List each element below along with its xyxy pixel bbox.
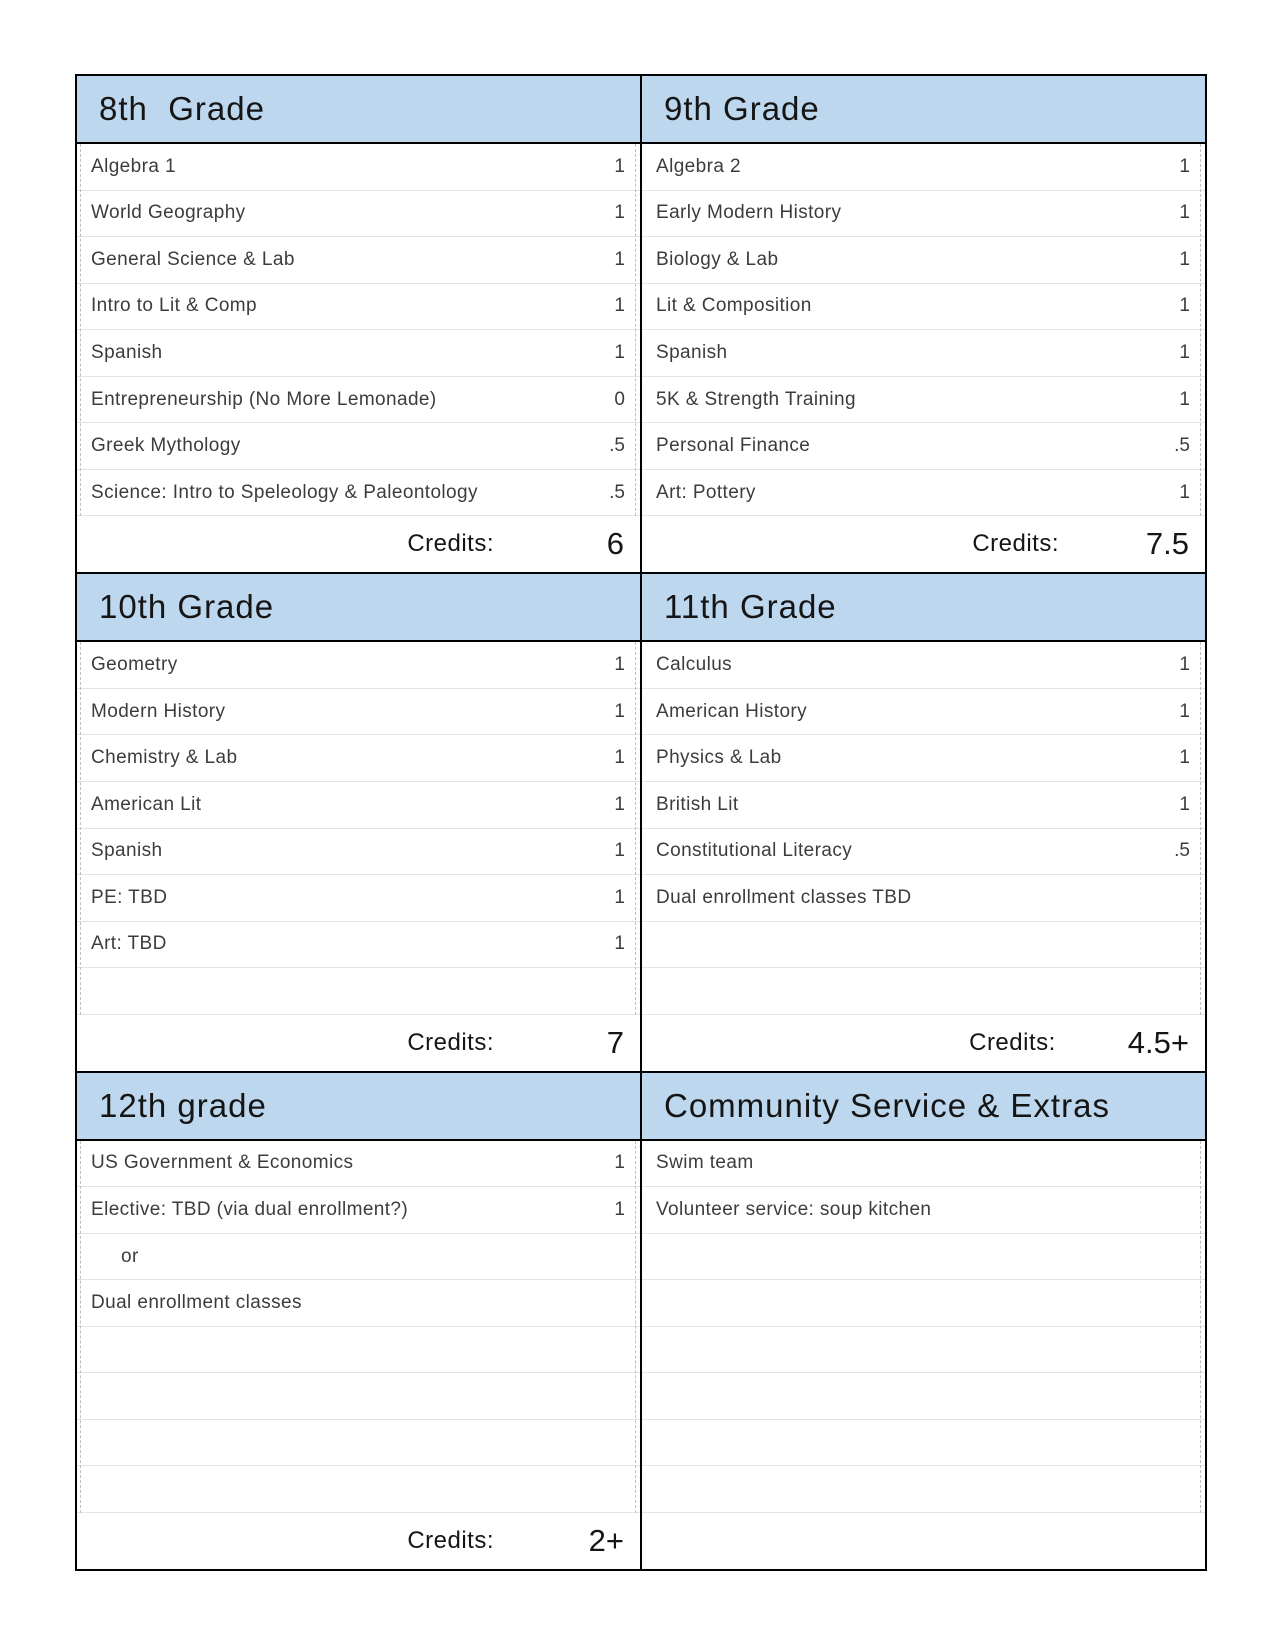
table-row <box>77 689 640 736</box>
table-row <box>77 1327 640 1374</box>
table-community-service <box>642 1073 1205 1569</box>
grade-9-title: 9th Grade <box>664 90 820 127</box>
credit-cell: 1 <box>614 248 625 270</box>
community-service-title: Community Service & Extras <box>664 1086 1110 1124</box>
credit-cell: 1 <box>1179 481 1190 503</box>
table-row <box>642 423 1205 470</box>
credits-label: Credits: <box>972 530 1059 558</box>
table-row <box>642 470 1205 517</box>
table-row <box>642 1234 1205 1281</box>
table-row <box>642 191 1205 238</box>
grade-8-header <box>77 76 640 144</box>
course-cell: Entrepreneurship (No More Lemonade) <box>91 388 437 410</box>
table-row <box>77 1234 640 1281</box>
credit-cell: 0 <box>614 388 625 410</box>
course-cell: Chemistry & Lab <box>91 747 238 769</box>
table-row <box>77 1187 640 1234</box>
grade-11-header <box>642 574 1205 642</box>
credit-cell: 1 <box>1179 202 1190 224</box>
course-cell: Early Modern History <box>656 202 842 224</box>
grade-9-rows <box>642 144 1205 516</box>
course-cell: Lit & Composition <box>656 295 812 317</box>
course-cell: Biology & Lab <box>656 248 779 270</box>
grade-11-rows <box>642 642 1205 1014</box>
course-cell: Personal Finance <box>656 435 811 457</box>
community-service-footer-row <box>642 1513 1205 1569</box>
table-row <box>77 284 640 331</box>
table-row <box>642 968 1205 1015</box>
credit-cell: .5 <box>1174 435 1190 457</box>
grade-8-credits-row <box>77 516 640 572</box>
grade-10-credits-row <box>77 1015 640 1071</box>
course-cell: Greek Mythology <box>91 435 241 457</box>
table-row <box>77 1373 640 1420</box>
credit-cell: .5 <box>609 481 625 503</box>
credits-label: Credits: <box>969 1028 1056 1056</box>
table-row <box>77 1420 640 1467</box>
credit-cell: 1 <box>614 202 625 224</box>
credit-cell: 1 <box>614 700 625 722</box>
credit-cell: 1 <box>1179 654 1190 676</box>
course-cell: Modern History <box>91 700 226 722</box>
table-row <box>642 1420 1205 1467</box>
table-row <box>642 642 1205 689</box>
course-cell: Algebra 2 <box>656 155 741 177</box>
credits-total: 2+ <box>588 1523 624 1558</box>
table-grade-11 <box>642 574 1205 1070</box>
credit-cell: .5 <box>1174 840 1190 862</box>
community-service-rows <box>642 1141 1205 1513</box>
course-cell: Geometry <box>91 654 178 676</box>
table-row <box>77 237 640 284</box>
table-row <box>77 191 640 238</box>
credit-cell: 1 <box>1179 295 1190 317</box>
course-cell: American History <box>656 700 808 722</box>
credits-total: 6 <box>606 526 624 562</box>
grade-10-title: 10th Grade <box>99 588 275 626</box>
credit-cell: 1 <box>614 793 625 815</box>
course-cell: Intro to Lit & Comp <box>91 295 258 317</box>
table-row <box>77 377 640 424</box>
grade-11-title: 11th Grade <box>664 588 837 626</box>
course-cell: World Geography <box>91 202 246 224</box>
table-row <box>77 642 640 689</box>
table-row <box>642 1327 1205 1374</box>
grade-12-rows <box>77 1141 640 1513</box>
course-cell: 5K & Strength Training <box>656 388 856 410</box>
community-service-header <box>642 1073 1205 1141</box>
course-cell: Elective: TBD (via dual enrollment?) <box>91 1198 409 1220</box>
table-row <box>642 330 1205 377</box>
course-cell: US Government & Economics <box>91 1152 354 1174</box>
credit-cell: 1 <box>614 933 625 955</box>
table-row <box>77 470 640 517</box>
credit-cell: 1 <box>614 1152 625 1174</box>
table-row <box>642 829 1205 876</box>
credit-cell: 1 <box>614 295 625 317</box>
table-row <box>77 1466 640 1513</box>
grade-11-credits-row <box>642 1015 1205 1071</box>
credit-cell: 1 <box>1179 155 1190 177</box>
grade-10-header <box>77 574 640 642</box>
credit-cell: 1 <box>614 1198 625 1220</box>
table-row <box>642 735 1205 782</box>
credit-cell: 1 <box>614 840 625 862</box>
grade-9-header <box>642 76 1205 144</box>
table-row <box>642 284 1205 331</box>
grade-9-credits-row <box>642 516 1205 572</box>
course-cell: Swim team <box>656 1152 754 1174</box>
table-row <box>642 922 1205 969</box>
table-row <box>642 144 1205 191</box>
table-row <box>642 875 1205 922</box>
grade-12-credits-row <box>77 1513 640 1569</box>
course-cell: General Science & Lab <box>91 248 295 270</box>
credit-cell: 1 <box>1179 747 1190 769</box>
course-cell: Dual enrollment classes TBD <box>656 886 912 908</box>
course-cell: Art: Pottery <box>656 481 756 503</box>
grade-10-rows <box>77 642 640 1014</box>
table-grade-8 <box>77 76 640 572</box>
course-cell: American Lit <box>91 793 202 815</box>
course-cell: Dual enrollment classes <box>91 1292 302 1314</box>
grade-8-rows <box>77 144 640 516</box>
credits-label: Credits: <box>407 1527 494 1554</box>
credit-cell: 1 <box>614 155 625 177</box>
course-cell: Spanish <box>91 840 163 862</box>
table-row <box>642 377 1205 424</box>
table-row <box>642 1373 1205 1420</box>
credit-cell: 1 <box>614 747 625 769</box>
credits-total: 4.5+ <box>1127 1024 1189 1060</box>
table-row <box>642 1280 1205 1327</box>
grade-12-header <box>77 1073 640 1141</box>
table-row <box>77 1141 640 1188</box>
course-cell: Science: Intro to Speleology & Paleontology <box>91 481 478 503</box>
table-row <box>77 922 640 969</box>
course-cell: Physics & Lab <box>656 747 782 769</box>
table-grade-12 <box>77 1073 640 1569</box>
table-row <box>77 829 640 876</box>
table-row <box>77 968 640 1015</box>
course-cell: Spanish <box>91 341 163 363</box>
credits-label: Credits: <box>407 1028 494 1056</box>
credit-cell: .5 <box>609 435 625 457</box>
course-cell: PE: TBD <box>91 886 168 908</box>
course-cell: Algebra 1 <box>91 155 176 177</box>
table-row <box>77 1280 640 1327</box>
credit-cell: 1 <box>1179 388 1190 410</box>
credit-cell: 1 <box>1179 248 1190 270</box>
credit-cell: 1 <box>614 654 625 676</box>
credit-cell: 1 <box>614 341 625 363</box>
credit-cell: 1 <box>1179 341 1190 363</box>
credits-total: 7.5 <box>1145 526 1189 562</box>
table-row <box>642 689 1205 736</box>
table-row <box>77 330 640 377</box>
course-cell: Spanish <box>656 341 728 363</box>
course-cell: Volunteer service: soup kitchen <box>656 1198 932 1220</box>
course-cell: Art: TBD <box>91 933 167 955</box>
table-row <box>642 782 1205 829</box>
credits-total: 7 <box>606 1024 624 1060</box>
table-row <box>77 875 640 922</box>
course-plan-grid <box>75 74 1207 1571</box>
credit-cell: 1 <box>614 886 625 908</box>
table-row <box>642 1141 1205 1188</box>
grade-8-title: 8th Grade <box>99 90 265 127</box>
credit-cell: 1 <box>1179 793 1190 815</box>
grade-12-title: 12th grade <box>99 1086 267 1124</box>
table-row <box>642 1187 1205 1234</box>
table-row <box>642 1466 1205 1513</box>
course-cell: Calculus <box>656 654 733 676</box>
credits-label: Credits: <box>407 530 494 558</box>
table-row <box>77 423 640 470</box>
table-row <box>77 144 640 191</box>
course-cell: British Lit <box>656 793 739 815</box>
course-cell: Constitutional Literacy <box>656 840 853 862</box>
course-cell: or <box>121 1245 139 1267</box>
table-row <box>642 237 1205 284</box>
table-grade-10 <box>77 574 640 1070</box>
table-grade-9 <box>642 76 1205 572</box>
table-row <box>77 782 640 829</box>
credit-cell: 1 <box>1179 700 1190 722</box>
table-row <box>77 735 640 782</box>
